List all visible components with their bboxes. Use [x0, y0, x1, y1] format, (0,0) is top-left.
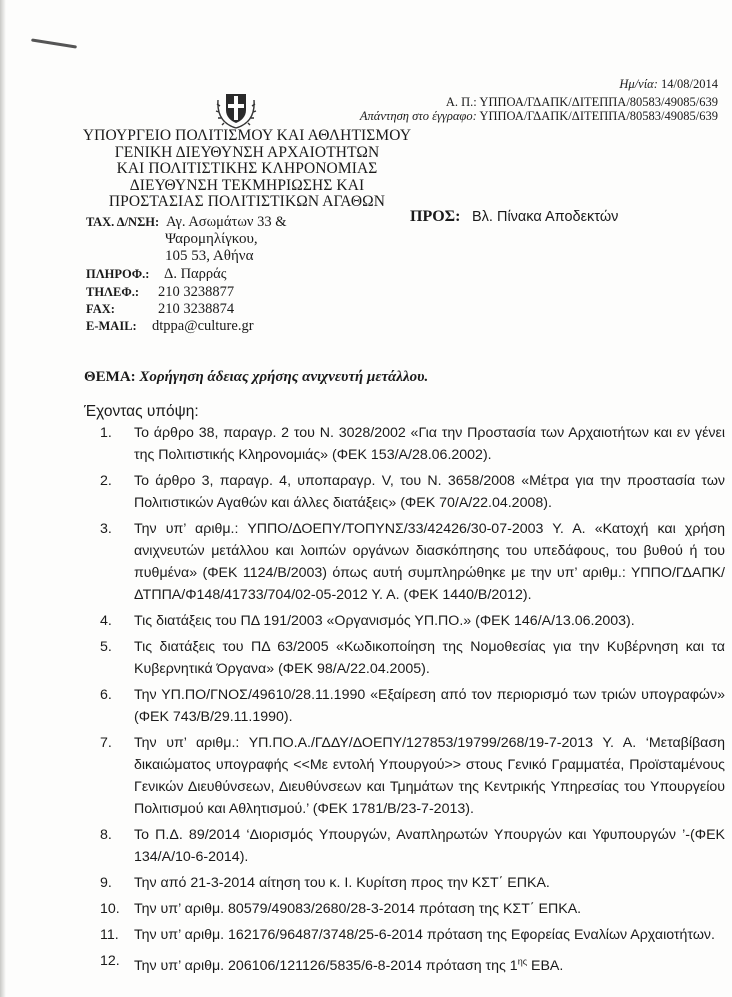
item-number: 8. [100, 827, 112, 843]
item-number: 7. [100, 735, 112, 751]
subject-line [84, 369, 428, 386]
list-item [100, 684, 725, 728]
date-label: Ημ/νία: [619, 77, 658, 91]
list-item [100, 610, 725, 632]
item-number: 4. [100, 613, 112, 629]
address-label: ΤΑΧ. Δ/ΝΣΗ: [86, 215, 160, 229]
reply-value: ΥΠΠΟΑ/ΓΔΑΠΚ/ΔΙΤΕΠΠΑ/80583/49085/639 [479, 109, 718, 123]
list-item [100, 636, 725, 680]
list-item [100, 470, 725, 514]
phone-label: ΤΗΛΕΦ.: [86, 285, 140, 299]
item-text: Την υπ’ αριθμ.: ΥΠ.ΠΟ.Α./ΓΔΔΥ/ΔΟΕΠΥ/127853/19799/268/19-7-2013 Υ. Α. ‘Μεταβίβαση δικαιώματος υπογραφής <<Με εντολή Υπουργού>> στους Γενικό Γραμματέα, Προϊσταμένους Γενικών Διευθύνσεων, Διευθύνσεων και Τμημάτων της Κεντρικής Υπηρεσίας του Υπουργείου Πολιτισμού και Αθλητισμού.’ (ΦΕΚ 1781/Β/23-7-2013). [134, 735, 725, 817]
list-item [100, 518, 725, 606]
item-text: Το άρθρο 38, παραγρ. 2 του Ν. 3028/2002 «Για την Προστασία των Αρχαιοτήτων και εν γένει της Πολιτιστικής Κληρονομιάς» (ΦΕΚ 153/Α/28.06.2002). [134, 425, 725, 463]
scan-edge-shadow [0, 0, 6, 997]
protocol-value: ΥΠΠΟΑ/ΓΔΑΠΚ/ΔΙΤΕΠΠΑ/80583/49085/639 [479, 95, 718, 109]
considerations-list [100, 422, 725, 981]
item-text: Το Π.Δ. 89/2014 ‘Διορισμός Υπουργών, Αναπληρωτών Υπουργών και Υφυπουργών ’-(ΦΕΚ 134/Α/10-6-2014). [134, 827, 725, 865]
item-text: Τις διατάξεις του ΠΔ 63/2005 «Κωδικοποίηση της Νομοθεσίας για την Κυβέρνηση και τα Κυβερνητικά Όργανα» (ΦΕΚ 98/Α/22.04.2005). [134, 639, 725, 677]
intro-text: Έχοντας υπόψη: [84, 403, 199, 420]
item-number: 10. [100, 901, 120, 917]
item-text: Την υπ’ αριθμ. 162176/96487/3748/25-6-2014 πρόταση της Εφορείας Εναλίων Αρχαιοτήτων. [134, 927, 715, 943]
list-item [100, 924, 725, 946]
address-line-3: 105 53, Αθήνα [165, 248, 254, 264]
fax-label: FAX: [86, 302, 115, 316]
item-number: 11. [100, 927, 119, 943]
recipient-value: Βλ. Πίνακα Αποδεκτών [472, 209, 619, 225]
item-text: Την υπ’ αριθμ.: ΥΠΠΟ/ΔΟΕΠΥ/ΤΟΠΥΝΣ/33/42426/30-07-2003 Υ. Α. «Κατοχή και χρήση ανιχνευτών μετάλλου και λοιπών οργάνων διασκόπησης του υπεδάφους, του βυθού ή του πυθμένα» (ΦΕΚ 1124/Β/2003) όπως αυτή συμπληρώθηκε με την υπ’ αριθμ.: ΥΠΠΟ/ΓΔΑΠΚ/ΔΤΠΠΑ/Φ148/41733/704/02-05-2012 Υ. Α. (ΦΕΚ 1440/Β/2012). [134, 521, 725, 603]
item-text: Την από 21-3-2014 αίτηση του κ. Ι. Κυρίτση προς την ΚΣΤ΄ ΕΠΚΑ. [134, 875, 550, 891]
list-item [100, 824, 725, 868]
item-text: Την υπ’ αριθμ. 80579/49083/2680/28-3-2014 πρόταση της ΚΣΤ΄ ΕΠΚΑ. [134, 901, 582, 917]
email-label: E-MAIL: [86, 319, 137, 333]
list-item [100, 872, 725, 894]
reply-line [360, 109, 718, 124]
phone-row [86, 284, 234, 301]
list-item [100, 898, 725, 920]
reply-label: Απάντηση στο έγγραφο: [359, 109, 477, 123]
item-number: 6. [100, 687, 112, 703]
phone-value: 210 3238877 [158, 284, 235, 300]
info-label: ΠΛΗΡΟΦ.: [86, 267, 150, 281]
list-item [100, 422, 725, 466]
list-item [100, 950, 725, 977]
protocol-label: Α. Π.: [445, 95, 477, 109]
subject-text: Χορήγηση άδειας χρήσης ανιχνευτή μετάλλου. [139, 369, 429, 385]
item-number: 9. [100, 875, 112, 891]
recipient-label: ΠΡΟΣ: [410, 208, 461, 225]
info-row [86, 266, 226, 283]
item-number: 3. [100, 521, 112, 537]
fax-row [86, 301, 234, 318]
ministry-line: ΠΡΟΣΤΑΣΙΑΣ ΠΟΛΙΤΙΣΤΙΚΩΝ ΑΓΑΘΩΝ [108, 193, 386, 210]
email-value: dtppa@culture.gr [152, 318, 254, 334]
ministry-header [82, 128, 412, 211]
ministry-line: ΚΑΙ ΠΟΛΙΤΙΣΤΙΚΗΣ ΚΛΗΡΟΝΟΜΙΑΣ [116, 160, 378, 177]
item-text: Το άρθρο 3, παραγρ. 4, υποπαραγρ. V, του Ν. 3658/2008 «Μέτρα για την προστασία των Πολιτιστικών Αγαθών και άλλες διατάξεις» (ΦΕΚ 70/Α/22.04.2008). [134, 473, 725, 511]
staple-mark [31, 38, 77, 48]
address-line-2: Ψαρομηλίγκου, [165, 231, 258, 247]
ministry-line: ΓΕΝΙΚΗ ΔΙΕΥΘΥΝΣΗ ΑΡΧΑΙΟΤΗΤΩΝ [114, 143, 380, 161]
protocol-line [446, 95, 718, 110]
item-number: 12. [100, 953, 120, 969]
ministry-line: ΥΠΟΥΡΓΕΙΟ ΠΟΛΙΤΙΣΜΟΥ ΚΑΙ ΑΘΛΗΤΙΣΜΟΥ [82, 127, 412, 144]
greek-state-emblem-icon [212, 84, 260, 132]
address-row [86, 214, 287, 231]
email-row [86, 318, 254, 335]
item-number: 5. [100, 639, 112, 655]
ministry-line: ΔΙΕΥΘΥΝΣΗ ΤΕΚΜΗΡΙΩΣΗΣ ΚΑΙ [129, 176, 365, 194]
date-value: 14/08/2014 [661, 77, 718, 91]
item-number: 2. [100, 473, 112, 489]
item-text: Την υπ’ αριθμ. 206106/121126/5835/6-8-2014 πρόταση της $1^{\eta\varsigma}$ ΕΒΑ. [134, 956, 564, 974]
list-item [100, 732, 725, 820]
fax-value: 210 3238874 [158, 301, 235, 317]
info-value: Δ. Παρράς [164, 266, 227, 282]
item-text: Την ΥΠ.ΠΟ/ΓΝΟΣ/49610/28.11.1990 «Εξαίρεση από τον περιορισμό των τριών υπογραφών» (ΦΕΚ 743/Β/29.11.1990). [134, 687, 725, 725]
subject-label: ΘΕΜΑ: [84, 369, 136, 385]
item-number: 1. [100, 425, 112, 441]
item-text: Τις διατάξεις του ΠΔ 191/2003 «Οργανισμός ΥΠ.ΠΟ.» (ΦΕΚ 146/Α/13.06.2003). [134, 613, 635, 629]
date-line [619, 77, 718, 92]
address-line-1: Αγ. Ασωμάτων 33 & [166, 214, 287, 230]
